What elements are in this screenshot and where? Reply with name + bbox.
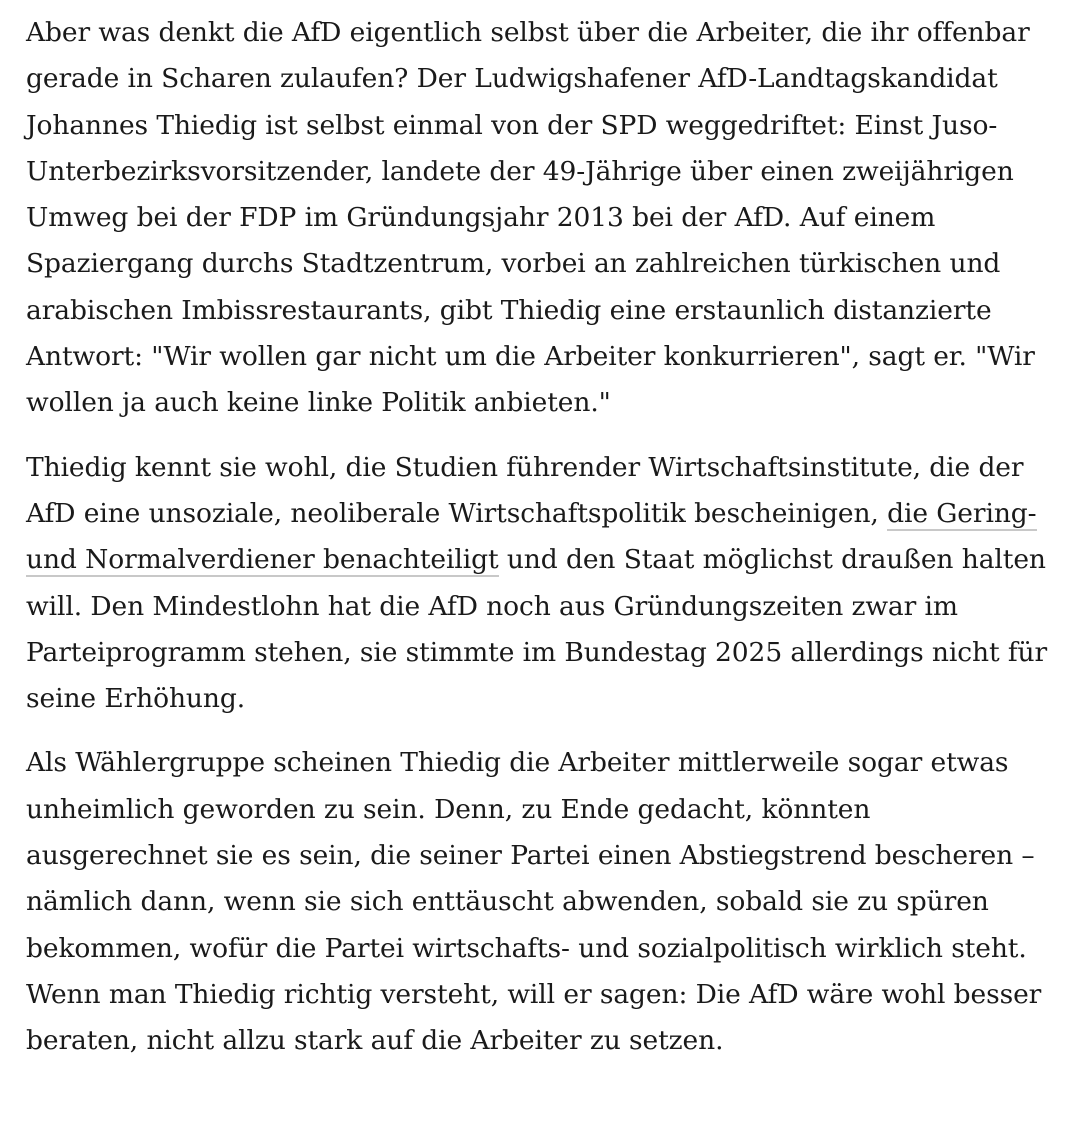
paragraph-2-text-after-link: und den Staat möglichst draußen halten will. Den Mindestlohn hat die AfD noch aus Gründungszeiten zwar im Parteiprogramm stehen, sie stimmte im Bundestag 2025 allerdings nicht für seine Erhöhung.: [26, 544, 1048, 715]
paragraph-2: [26, 445, 1056, 723]
article-body: [26, 10, 1056, 1083]
paragraph-1: Aber was denkt die AfD eigentlich selbst über die Arbeiter, die ihr offenbar gerade in Scharen zulaufen? Der Ludwigshafener AfD-Landtagskandidat Johannes Thiedig ist selbst einmal von der SPD weggedriftet: Einst Juso-Unterbezirksvorsitzender, landete der 49-Jährige über einen zweijährigen Umweg bei der FDP im Gründungsjahr 2013 bei der AfD. Auf einem Spaziergang durchs Stadtzentrum, vorbei an zahlreichen türkischen und arabischen Imbissrestaurants, gibt Thiedig eine erstaunlich distanzierte Antwort: "Wir wollen gar nicht um die Arbeiter konkurrieren", sagt er. "Wir wollen ja auch keine linke Politik anbieten.": [26, 17, 1035, 419]
paragraph-2-text-before-link: Thiedig kennt sie wohl, die Studien führender Wirtschaftsinstitute, die der AfD eine unsoziale, neoliberale Wirtschaftspolitik bescheinigen,: [26, 451, 1024, 529]
paragraph-3: Als Wählergruppe scheinen Thiedig die Arbeiter mittlerweile sogar etwas unheimlich geworden zu sein. Denn, zu Ende gedacht, könnten ausgerechnet sie es sein, die seiner Partei einen Abstiegstrend bescheren – nämlich dann, wenn sie sich enttäuscht abwenden, sobald sie zu spüren bekommen, wofür die Partei wirtschafts- und sozialpolitisch wirklich steht. Wenn man Thiedig richtig versteht, will er sagen: Die AfD wäre wohl besser beraten, nicht allzu stark auf die Arbeiter zu setzen.: [26, 747, 1042, 1057]
inline-link-study[interactable]: die Gering- und Normalverdiener benachteiligt: [26, 497, 1037, 576]
